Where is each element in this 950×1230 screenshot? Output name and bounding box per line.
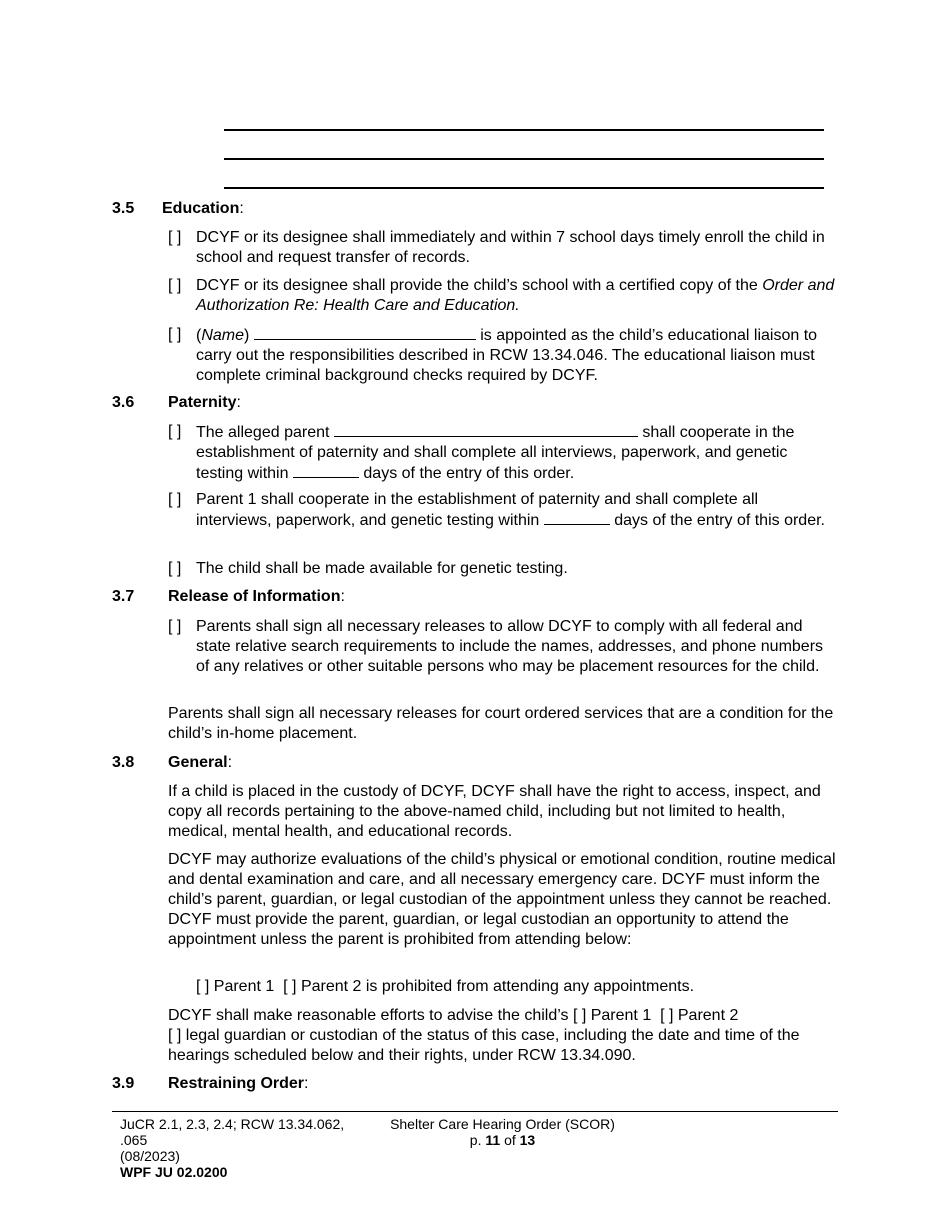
- footer-center: [380, 1116, 625, 1148]
- checkbox-item: [168, 422, 838, 484]
- checkbox[interactable]: [ ]: [168, 229, 182, 246]
- section-title: General: [168, 754, 228, 771]
- section-number: 3.7: [112, 588, 135, 605]
- item-text: days of the entry of this order.: [614, 512, 825, 529]
- footer-rules: JuCR 2.1, 2.3, 2.4; RCW 13.34.062,: [120, 1116, 345, 1132]
- section-number: 3.6: [112, 394, 135, 411]
- name-blank-field[interactable]: [254, 325, 476, 340]
- colon: :: [340, 588, 345, 605]
- colon: :: [227, 754, 233, 771]
- page-of: of: [504, 1132, 516, 1148]
- paragraph: Parents shall sign all necessary releases for court ordered services that are a condition for the child’s in-home placement.: [168, 705, 834, 742]
- item-text: DCYF or its designee shall immediately and within 7 school days timely enroll the child in school and request transfer of records.: [196, 229, 825, 266]
- checkbox-item: [168, 228, 838, 268]
- section-title: Education: [162, 200, 240, 217]
- item-text: Parents shall sign all necessary releases to allow DCYF to comply with all federal and state relative search requirements to include the names, addresses, and phone numbers of any relatives or other suitable persons who may be placement resources for the child.: [196, 618, 824, 675]
- section-title: Restraining Order: [168, 1075, 305, 1092]
- checkbox[interactable]: [ ]: [168, 326, 182, 343]
- footer-rules: .065: [120, 1132, 148, 1148]
- item-text-italic: Order and Authorization Re: Health Care and Education.: [196, 277, 835, 314]
- paragraph: DCYF may authorize evaluations of the child’s physical or emotional condition, routine medical and dental examination and care, and all necessary emergency care. DCYF must inform the child’s parent, guardian, or legal custodian of the appointment unless they cannot be reached. DCYF must provide the parent, guardian, or legal custodian an opportunity to attend the appointment unless the parent is prohibited from attending below:: [168, 851, 836, 948]
- item-text: shall cooperate in the establishment of paternity and shall complete all interviews, paperwork, and genetic testing within: [196, 424, 795, 482]
- alleged-parent-blank-field[interactable]: [334, 422, 638, 437]
- section-number: 3.9: [112, 1075, 135, 1092]
- section-heading-education: [112, 199, 244, 219]
- footer-doc-title: Shelter Care Hearing Order (SCOR): [390, 1116, 615, 1132]
- checkbox[interactable]: [ ]: [168, 277, 182, 294]
- section-heading-restraining-order: [112, 1074, 308, 1094]
- checkbox-item: [168, 617, 838, 677]
- section-heading-release: [112, 587, 345, 607]
- checkbox[interactable]: [ ]: [168, 560, 182, 577]
- colon: :: [304, 1075, 309, 1092]
- section-title: Release of Information: [168, 588, 341, 605]
- checkbox-item: [168, 325, 838, 386]
- colon: :: [236, 394, 241, 411]
- item-text: The child shall be made available for genetic testing.: [196, 560, 568, 577]
- name-label: Name: [201, 327, 245, 344]
- section-title: Paternity: [168, 394, 237, 411]
- page-prefix: p.: [469, 1132, 482, 1148]
- section-number: 3.8: [112, 754, 135, 771]
- item-text: is appointed as the child’s educational liaison to carry out the responsibilities described in RCW 13.34.046. The educational liaison must complete criminal background checks required by DCYF.: [196, 327, 818, 384]
- footer-form-id: WPF JU 02.0200: [120, 1164, 228, 1180]
- prohibited-line: [ ] Parent 1 [ ] Parent 2 is prohibited from attending any appointments.: [196, 978, 695, 995]
- answer-line[interactable]: [224, 158, 824, 160]
- colon: :: [239, 200, 244, 217]
- checkbox-item: [168, 559, 838, 579]
- page-current: 11: [485, 1132, 501, 1148]
- advise-line: DCYF shall make reasonable efforts to advise the child’s [ ] Parent 1 [ ] Parent 2: [168, 1007, 739, 1024]
- paragraph: If a child is placed in the custody of DCYF, DCYF shall have the right to access, inspect, and copy all records pertaining to the above-named child, including but not limited to health, medical, mental health, and educational records.: [168, 783, 821, 840]
- section-number: 3.5: [112, 200, 135, 217]
- checkbox[interactable]: [ ]: [168, 423, 182, 440]
- days-blank-field[interactable]: [544, 510, 610, 525]
- checkbox[interactable]: [ ]: [168, 491, 182, 508]
- answer-line[interactable]: [224, 129, 824, 131]
- footer-page-number: [380, 1132, 625, 1148]
- answer-line[interactable]: [224, 187, 824, 189]
- checkbox[interactable]: [ ]: [168, 618, 182, 635]
- paren: (: [196, 327, 202, 344]
- item-text: Parent 1 shall cooperate in the establishment of paternity and shall complete all interviews, paperwork, and genetic testing within: [196, 491, 759, 529]
- item-text: DCYF or its designee shall provide the child’s school with a certified copy of the: [196, 277, 763, 294]
- advise-line: [ ] legal guardian or custodian of the status of this case, including the date and time of the hearings scheduled below and their rights, under RCW 13.34.090.: [168, 1027, 800, 1064]
- section-heading-paternity: [112, 393, 241, 413]
- footer-divider: [112, 1111, 838, 1112]
- footer-date: (08/2023): [120, 1148, 180, 1164]
- paren: ): [244, 327, 250, 344]
- section-heading-general: [112, 753, 232, 773]
- item-text: days of the entry of this order.: [363, 465, 575, 482]
- checkbox-item: [168, 490, 838, 531]
- footer-left: [120, 1116, 380, 1180]
- days-blank-field[interactable]: [293, 463, 359, 478]
- page-total: 13: [519, 1132, 536, 1148]
- item-text: The alleged parent: [196, 424, 330, 441]
- checkbox-item: [168, 276, 838, 316]
